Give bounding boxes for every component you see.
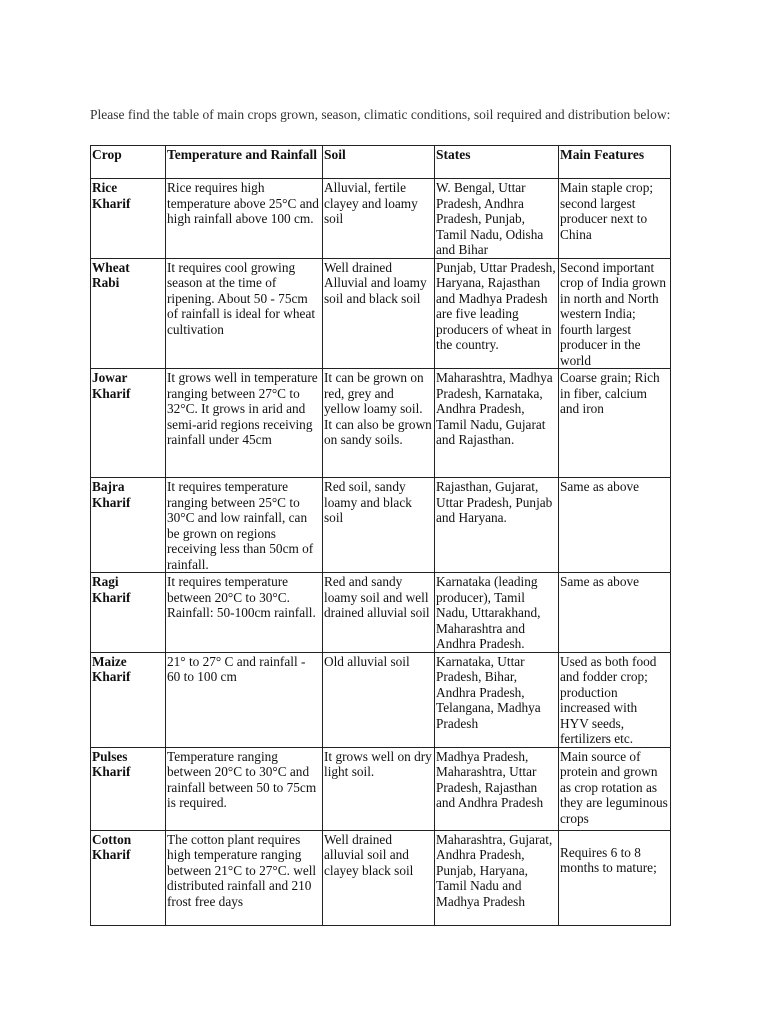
- features-cell: Second important crop of India grown in north and North western India; fourth largest producer in the world: [559, 258, 671, 369]
- table-row: [91, 258, 671, 369]
- header-main-features: Main Features: [559, 146, 671, 179]
- table-row: [91, 747, 671, 830]
- crop-cell: [91, 830, 166, 925]
- features-cell: Main staple crop; second largest producer next to China: [559, 179, 671, 259]
- crop-season: Rabi: [92, 275, 120, 290]
- crop-cell: [91, 478, 166, 573]
- crop-cell: [91, 179, 166, 259]
- crop-name: Ragi: [92, 574, 119, 589]
- soil-cell: Red soil, sandy loamy and black soil: [323, 478, 435, 573]
- crop-name: Wheat: [92, 259, 130, 275]
- soil-cell: Well drained Alluvial and loamy soil and black soil: [323, 258, 435, 369]
- crop-cell: [91, 369, 166, 478]
- crop-cell: [91, 747, 166, 830]
- crop-name: Pulses: [92, 748, 128, 764]
- features-cell: Main source of protein and grown as crop rotation as they are leguminous crops: [559, 747, 671, 830]
- crop-cell: [91, 258, 166, 369]
- temperature-cell: Temperature ranging between 20°C to 30°C and rainfall between 50 to 75cm is required.: [166, 747, 323, 830]
- crop-season: Kharif: [92, 847, 131, 862]
- header-soil: Soil: [323, 146, 435, 179]
- crop-season: Kharif: [92, 195, 131, 211]
- temperature-cell: It requires temperature ranging between 25°C to 30°C and low rainfall, can be grown on regions receiving less than 50cm of rainfall.: [166, 478, 323, 573]
- header-states: States: [435, 146, 559, 179]
- soil-cell: Well drained alluvial soil and clayey black soil: [323, 830, 435, 925]
- crop-season: Kharif: [92, 669, 131, 684]
- states-cell: Maharashtra, Madhya Pradesh, Karnataka, Andhra Pradesh, Tamil Nadu, Gujarat and Rajasthan.: [435, 369, 559, 478]
- crop-cell: [91, 652, 166, 747]
- soil-cell: Alluvial, fertile clayey and loamy soil: [323, 179, 435, 259]
- table-row: [91, 652, 671, 747]
- crop-season: Kharif: [92, 385, 131, 401]
- states-cell: Maharashtra, Gujarat, Andhra Pradesh, Punjab, Haryana, Tamil Nadu and Madhya Pradesh: [435, 830, 559, 925]
- temperature-cell: It grows well in temperature ranging between 27°C to 32°C. It grows in arid and semi-arid regions receiving rainfall under 45cm: [166, 369, 323, 478]
- soil-cell: It grows well on dry light soil.: [323, 747, 435, 830]
- states-cell: Punjab, Uttar Pradesh, Haryana, Rajasthan and Madhya Pradesh are five leading producers of wheat in the country.: [435, 258, 559, 369]
- features-cell: Used as both food and fodder crop; production increased with HYV seeds, fertilizers etc.: [559, 652, 671, 747]
- temperature-cell: It requires cool growing season at the time of ripening. About 50 - 75cm of rainfall is ideal for wheat cultivation: [166, 258, 323, 369]
- crop-name: Maize: [92, 653, 127, 669]
- crop-season: Kharif: [92, 764, 131, 779]
- intro-paragraph: Please find the table of main crops grown, season, climatic conditions, soil required and distribution below:: [90, 106, 671, 122]
- temperature-cell: 21° to 27° C and rainfall - 60 to 100 cm: [166, 652, 323, 747]
- crop-name: Jowar: [92, 370, 128, 385]
- table-row: [91, 830, 671, 925]
- soil-cell: Old alluvial soil: [323, 652, 435, 747]
- features-cell: Same as above: [559, 478, 671, 573]
- temperature-cell: It requires temperature between 20°C to 30°C. Rainfall: 50-100cm rainfall.: [166, 573, 323, 653]
- states-cell: Madhya Pradesh, Maharashtra, Uttar Pradesh, Rajasthan and Andhra Pradesh: [435, 747, 559, 830]
- states-cell: Karnataka, Uttar Pradesh, Bihar, Andhra Pradesh, Telangana, Madhya Pradesh: [435, 652, 559, 747]
- crop-season: Kharif: [92, 494, 131, 510]
- soil-cell: It can be grown on red, grey and yellow loamy soil. It can also be grown on sandy soils.: [323, 369, 435, 478]
- crop-season: Kharif: [92, 589, 131, 605]
- crop-name: Rice: [92, 180, 118, 195]
- states-cell: W. Bengal, Uttar Pradesh, Andhra Pradesh, Punjab, Tamil Nadu, Odisha and Bihar: [435, 179, 559, 259]
- temperature-cell: The cotton plant requires high temperature ranging between 21°C to 27°C. well distributed rainfall and 210 frost free days: [166, 830, 323, 925]
- crop-name: Bajra: [92, 479, 125, 494]
- crop-cell: [91, 573, 166, 653]
- table-row: [91, 573, 671, 653]
- crop-name: Cotton: [92, 831, 132, 847]
- features-cell: Same as above: [559, 573, 671, 653]
- table-header-row: [91, 146, 671, 179]
- table-row: [91, 179, 671, 259]
- features-cell: Coarse grain; Rich in fiber, calcium and iron: [559, 369, 671, 478]
- header-crop: Crop: [91, 146, 166, 179]
- crops-table: [90, 145, 671, 926]
- header-temperature-rainfall: Temperature and Rainfall: [166, 146, 323, 179]
- states-cell: Rajasthan, Gujarat, Uttar Pradesh, Punjab and Haryana.: [435, 478, 559, 573]
- table-row: [91, 369, 671, 478]
- states-cell: Karnataka (leading producer), Tamil Nadu, Uttarakhand, Maharashtra and Andhra Pradesh.: [435, 573, 559, 653]
- soil-cell: Red and sandy loamy soil and well drained alluvial soil: [323, 573, 435, 653]
- features-cell: Requires 6 to 8 months to mature;: [559, 830, 671, 925]
- table-row: [91, 478, 671, 573]
- temperature-cell: Rice requires high temperature above 25°C and high rainfall above 100 cm.: [166, 179, 323, 259]
